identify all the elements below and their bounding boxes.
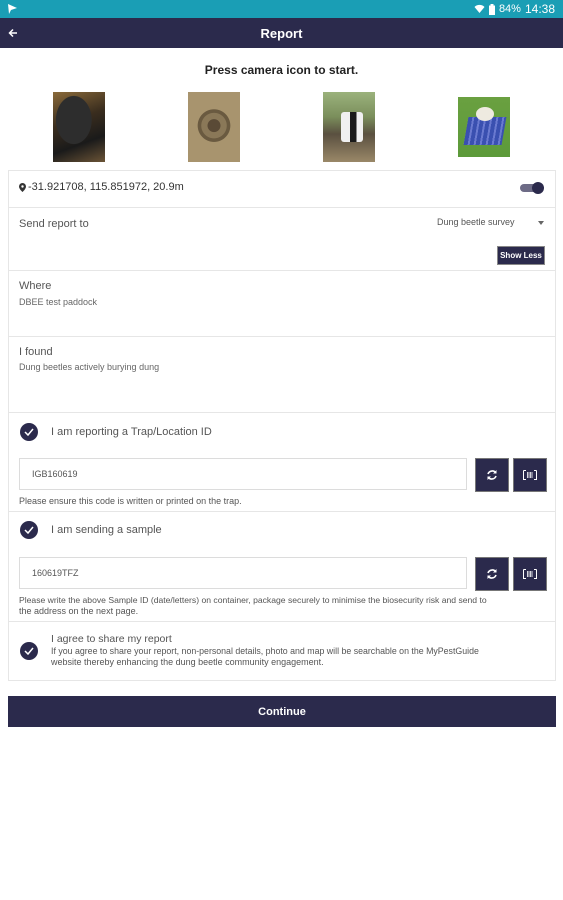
checkmark-icon — [24, 526, 34, 534]
toggle-knob — [532, 182, 544, 194]
trap-id-input[interactable] — [19, 458, 467, 490]
sample-scan-button[interactable] — [513, 557, 547, 591]
continue-button[interactable]: Continue — [8, 696, 556, 727]
barcode-scan-icon — [523, 470, 537, 480]
share-description — [51, 646, 556, 668]
share-desc-line-1: If you agree to share your report, non-personal details, photo and map will be searchable on the MyPestGuide — [51, 646, 479, 656]
divider — [9, 207, 555, 208]
status-right — [474, 2, 555, 16]
page-title: Report — [260, 26, 303, 41]
divider — [9, 621, 555, 622]
trap-scan-button[interactable] — [513, 458, 547, 492]
app-bar — [0, 18, 563, 48]
status-bar — [0, 0, 563, 18]
sample-hint-line-1: Please write the above Sample ID (date/letters) on container, package securely to minimise the biosecurity risk and send to — [19, 595, 487, 605]
photo-cow-shape — [341, 112, 363, 142]
divider — [9, 336, 555, 337]
camera-prompt: Press camera icon to start. — [204, 63, 359, 77]
divider — [9, 270, 555, 271]
battery-icon — [489, 4, 495, 15]
photo-thumbnail-1[interactable] — [53, 92, 105, 162]
divider — [9, 412, 555, 413]
where-label: Where — [19, 280, 52, 292]
checkmark-icon — [24, 428, 34, 436]
sample-refresh-button[interactable] — [475, 557, 509, 591]
found-label: I found — [19, 346, 53, 358]
send-report-select[interactable] — [437, 217, 547, 231]
sample-checkbox[interactable] — [20, 521, 38, 539]
clock: 14:38 — [524, 2, 555, 16]
trap-checkbox[interactable] — [20, 423, 38, 441]
chevron-down-icon — [538, 221, 544, 225]
divider — [9, 511, 555, 512]
show-less-button[interactable]: Show Less — [497, 246, 545, 265]
app-notification-icon — [6, 2, 20, 16]
trap-refresh-button[interactable] — [475, 458, 509, 492]
battery-level: 84% — [498, 3, 521, 15]
trap-hint: Please ensure this code is written or printed on the trap. — [19, 496, 242, 506]
trap-checkbox-label: I am reporting a Trap/Location ID — [51, 426, 212, 438]
refresh-icon — [486, 469, 498, 481]
share-desc-line-2: website thereby enhancing the dung beetle community engagement. — [51, 657, 324, 667]
photo-sample-shape — [476, 107, 494, 121]
wifi-icon — [474, 4, 485, 14]
location-pin-icon — [19, 183, 26, 192]
photo-thumbnail-2[interactable] — [188, 92, 240, 162]
barcode-scan-icon — [523, 569, 537, 579]
location-readout — [19, 181, 184, 193]
location-coordinates: -31.921708, 115.851972, 20.9m — [28, 181, 184, 193]
checkmark-icon — [24, 647, 34, 655]
send-report-label: Send report to — [19, 218, 89, 230]
sample-hint-line-2: the address on the next page. — [19, 606, 139, 616]
photo-tray-shape — [464, 117, 507, 145]
photo-thumbnail-3[interactable] — [323, 92, 375, 162]
location-toggle[interactable] — [520, 182, 544, 194]
refresh-icon — [486, 568, 498, 580]
where-field[interactable]: DBEE test paddock — [19, 297, 98, 307]
sample-id-value: 160619TFZ — [32, 568, 79, 578]
sample-hint — [19, 595, 563, 617]
found-field[interactable]: Dung beetles actively burying dung — [19, 362, 160, 372]
sample-checkbox-label: I am sending a sample — [51, 524, 162, 536]
share-title: I agree to share my report — [51, 633, 172, 645]
send-report-selected: Dung beetle survey — [437, 217, 515, 227]
share-checkbox[interactable] — [20, 642, 38, 660]
sample-id-input[interactable] — [19, 557, 467, 589]
photo-thumbnail-4[interactable] — [458, 97, 510, 157]
trap-id-value: IGB160619 — [32, 469, 78, 479]
